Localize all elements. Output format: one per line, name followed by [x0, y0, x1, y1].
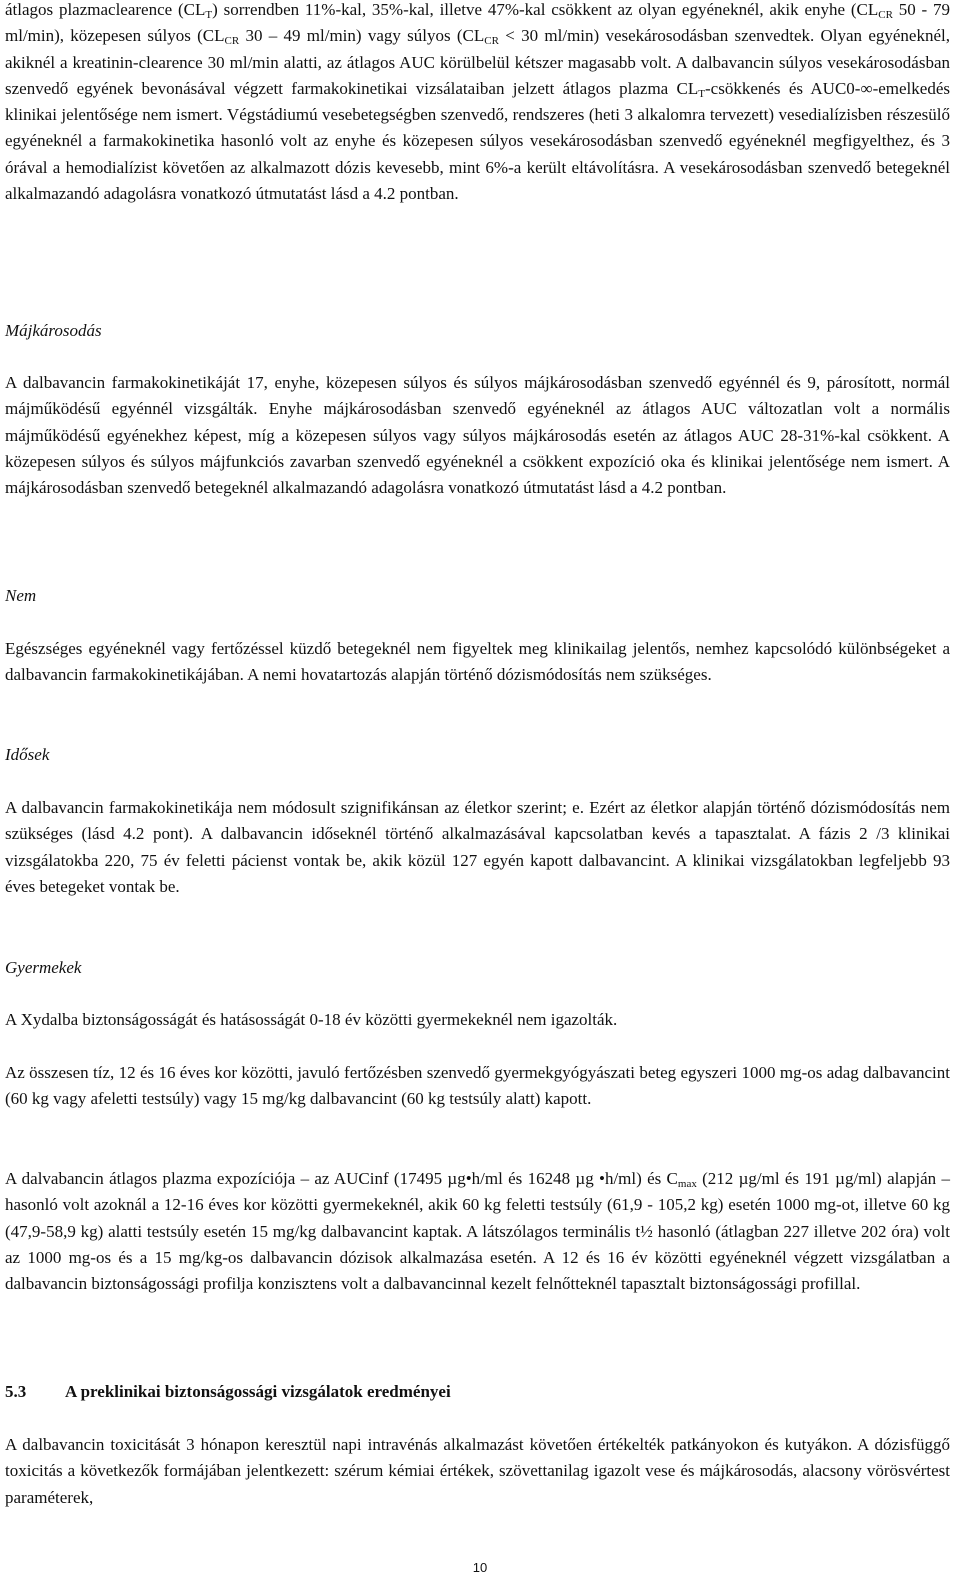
section-5-3-paragraph: A dalbavancin toxicitását 3 hónapon keresztül napi intravénás alkalmazást követően értékelték patkányokon és kutyákon. A dózisfüggő toxicitás a következők formájában jelentkezett: szérum kémiai értékek, szövettanilag igazolt vese és májkárosodás, alacsony vörösvértest paraméterek,: [5, 1435, 950, 1507]
gender-paragraph: Egészséges egyéneknél vagy fertőzéssel küzdő betegeknél nem figyeltek meg klinikailag jelentős, nemhez kapcsolódó különbségeket a dalbavancin farmakokinetikájában. A nemi hovatartozás alapján történő dózismódosítás nem szükséges.: [5, 639, 950, 685]
hepatic-heading: Májkárosodás: [5, 321, 102, 340]
section-5-3-heading: [5, 1379, 451, 1405]
page-number: 10: [472, 1560, 488, 1575]
renal-paragraph: átlagos plazmaclearence $(CL_T)$ sorrendben 11%-kal, 35%-kal, illetve 47%-kal csökkent az olyan egyéneknél, akik enyhe ($CL_{CR}$ 50 - 79 ml/min), közepesen súlyos ($CL_{CR}$ 30 – 49 ml/min) vagy súlyos ($CL_{CR} < 30$ ml/min) vesekárosodásban szenvedtek. Olyan egyéneknél, akiknél a kreatinin-clearence 30 ml/min alatti, az átlagos AUC körülbelül kétszer magasabb volt. A dalbavancin súlyos vesekárosodásban szenvedő egyének bevonásával végzett farmakokinetikai vizsálataiban jelzett átlagos plazma $CL_T$-csökkenés és AUC0-∞-emelkedés klinikai jelentősége nem ismert. Végstádiumú vesebetegségben szenvedő, rendszeres (heti 3 alkalomra tervezett) vesedialízisben részesülő egyéneknél a farmakokinetika hasonló volt az enyhe és közepesen súlyos vesekárosodásban szenvedő egyéneknél megfigyelthez, és 3 órával a hemodialízist követően az alkalmazott dózis kevesebb, mint 6%-a került eltávolításra. A vesekárosodásban szenvedő betegeknél alkalmazandó adagolásra vonatkozó útmutatást lásd a 4.2 pontban.: [5, 0, 950, 204]
elderly-heading: Idősek: [5, 745, 50, 764]
section-title: A preklinikai biztonságossági vizsgálatok eredményei: [65, 1382, 451, 1401]
section-number: 5.3: [5, 1382, 27, 1401]
hepatic-paragraph: A dalbavancin farmakokinetikáját 17, enyhe, közepesen súlyos és súlyos májkárosodásban szenvedő egyénnél és 9, párosított, normál májműködésű egyénnél vizsgálták. Enyhe májkárosodásban szenvedő egyéneknél az átlagos AUC változatlan volt a normális májműködésű egyénekhez képest, míg a közepesen súlyos vagy súlyos májkárosodás esetén az átlagos AUC 28-31%-kal csökkent. A közepesen súlyos és súlyos májfunkciós zavarban szenvedő egyéneknél a csökkent expozíció oka és klinikai jelentősége nem ismert. A májkárosodásban szenvedő betegeknél alkalmazandó adagolásra vonatkozó útmutatást lásd a 4.2 pontban.: [5, 373, 950, 498]
children-paragraph-1: A Xydalba biztonságosságát és hatásosságát 0-18 év közötti gyermekeknél nem igazolták.: [5, 1010, 618, 1029]
children-heading: Gyermekek: [5, 958, 82, 977]
children-paragraph-2: Az összesen tíz, 12 és 16 éves kor közötti, javuló fertőzésben szenvedő gyermekgyógyászati beteg egyszeri 1000 mg-os adag dalbavancint (60 kg vagy afeletti testsúly) vagy 15 mg/kg dalbavancint (60 kg testsúly alatt) kapott.: [5, 1063, 950, 1109]
children-paragraph-3: A dalvabancin átlagos plazma expozíciója – az AUCinf (17495 µg•h/ml és 16248 µg •h/ml) és $C_{max}$ (212 µg/ml és 191 µg/ml) alapján – hasonló volt azoknál a 12-16 éves kor közötti gyermekeknél, akik 60 kg feletti testsúly (61,9 - 105,2 kg) esetén 1000 mg-ot, illetve 60 kg (47,9-58,9 kg) alatti testsúly esetén 15 mg/kg dalbavancint kaptak. A látszólagos terminális t½ hasonló (átlagban 227 illetve 202 óra) volt az 1000 mg-os és a 15 mg/kg-os dalbavancin dózisok alkalmazása esetén. A 12 és 16 év közötti egyéneknél végzett vizsgálatban a dalbavancin biztonságossági profilja konzisztens volt a dalbavancinnal kezelt felnőtteknél tapasztalt biztonságossági profillal.: [5, 1169, 950, 1294]
elderly-paragraph: A dalbavancin farmakokinetikája nem módosult szignifikánsan az életkor szerint; e. Ezért az életkor alapján történő dózismódosítás nem szükséges (lásd 4.2 pont). A dalbavancin időseknél történő alkalmazásával kapcsolatban kevés a tapasztalat. A fázis 2 /3 klinikai vizsgálatokba 220, 75 év feletti pácienst vontak be, akik közül 127 egyén kapott dalbavancint. A klinikai vizsgálatokban legfeljebb 93 éves betegeket vontak be.: [5, 798, 950, 896]
gender-heading: Nem: [5, 586, 37, 605]
